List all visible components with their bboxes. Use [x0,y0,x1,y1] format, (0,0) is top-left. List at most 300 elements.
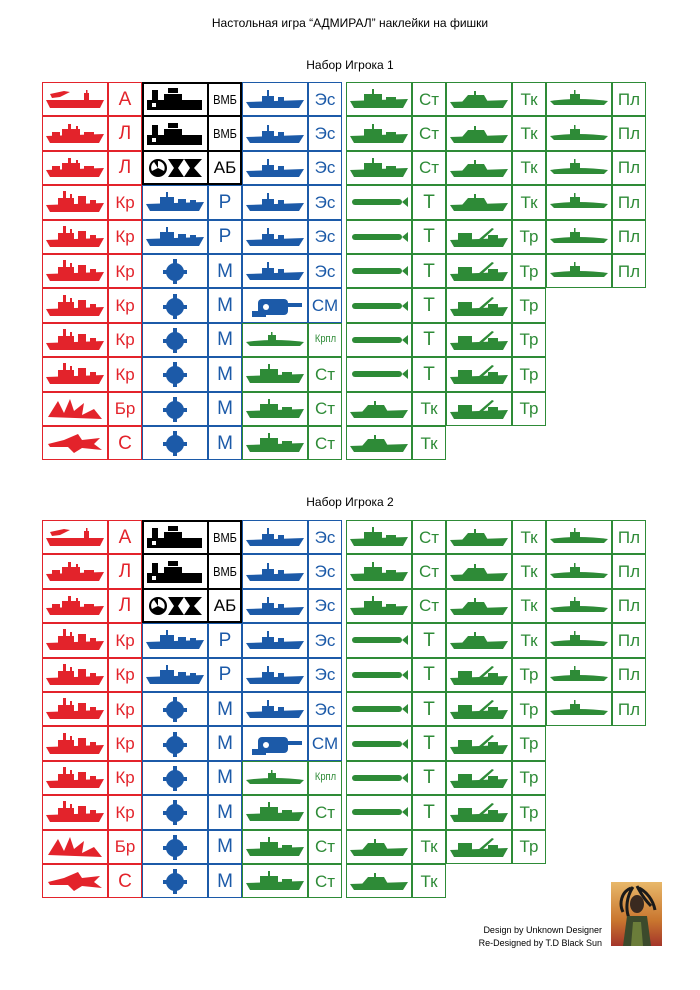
sticker-label-text: Эс [314,665,336,685]
sticker-label [208,220,242,254]
mine-icon [142,426,208,460]
escort-icon [242,554,308,588]
mine-icon [142,864,208,898]
sticker-label-text: Л [118,157,132,179]
sticker-label-text: Тк [520,527,538,547]
sticker-label [512,116,546,150]
sticker-label-text: Тр [519,330,539,350]
sticker-label-text: Пл [617,562,641,582]
naval-base-icon [142,554,208,588]
sticker-label-text: Т [423,226,435,248]
sticker-label-text: Ст [314,802,336,822]
mine-icon [142,323,208,357]
coastal-gun-icon [242,726,308,760]
sticker-label [512,795,546,829]
sticker-label [412,726,446,760]
sticker-label [512,323,546,357]
sticker-label-text: Пл [617,124,641,144]
patrol-boat-icon [346,151,412,185]
sticker-label [108,151,142,185]
torpedo-icon [346,254,412,288]
sticker-label [108,116,142,150]
trawler-icon [446,254,512,288]
sticker-label [308,658,342,692]
sticker-label-text: М [217,432,233,454]
torpedo-boat-icon [446,116,512,150]
sticker-label-text: Т [423,767,435,789]
sticker-label [108,554,142,588]
airbase-icon [142,589,208,623]
cruiser-icon [42,692,108,726]
sticker-label-text: Пл [617,89,641,109]
trawler-icon [446,288,512,322]
sticker-label [612,520,646,554]
torpedo-icon [346,288,412,322]
sticker-label [612,151,646,185]
sticker-label-text: М [217,767,233,789]
trawler-icon [446,323,512,357]
sticker-label-text: Л [118,123,132,145]
sticker-label [208,357,242,391]
sticker-label [412,658,446,692]
escort-icon [242,254,308,288]
sticker-label-text: Ст [314,871,336,891]
escort-icon [242,220,308,254]
sticker-label [308,692,342,726]
sticker-label [412,426,446,460]
sticker-label [108,254,142,288]
sticker-label-text: М [217,698,233,720]
trawler-icon [446,795,512,829]
sticker-label [412,323,446,357]
sticker-label [108,658,142,692]
patrol-boat-icon [242,426,308,460]
sticker-label-text: Кр [115,630,135,650]
sticker-label-text: Крпл [314,771,336,784]
sticker-label [512,589,546,623]
plane-icon [42,864,108,898]
sticker-label [412,288,446,322]
sticker-label [208,864,242,898]
sticker-label-text: Т [423,191,435,213]
mine-icon [142,288,208,322]
sticker-label-text: С [118,432,132,454]
sticker-label-text: ВМБ [213,126,237,142]
sticker-label [412,357,446,391]
sticker-label [308,589,342,623]
sticker-label-text: Т [423,664,435,686]
trawler-icon [446,357,512,391]
patrol-boat-icon [242,357,308,391]
sticker-label-text: Т [423,698,435,720]
sticker-label-text: Т [423,295,435,317]
sticker-label [108,185,142,219]
sticker-label-text: Ст [314,837,336,857]
sticker-label-text: Эс [314,596,336,616]
mine-icon [142,830,208,864]
sticker-label [108,392,142,426]
sticker-label [308,520,342,554]
destroyer-icon [142,185,208,219]
sticker-label [208,589,242,623]
sticker-label [412,185,446,219]
sticker-label-text: Кр [115,227,135,247]
sticker-label-text: АБ [213,158,237,178]
patrol-boat-icon [346,82,412,116]
sticker-label [108,864,142,898]
torpedo-icon [346,323,412,357]
sticker-label [208,623,242,657]
sticker-label-text: Тр [519,837,539,857]
sticker-label-text: Кр [115,192,135,212]
sticker-label [308,323,342,357]
torpedo-boat-icon [446,589,512,623]
sticker-label-text: Тр [519,768,539,788]
torpedo-icon [346,357,412,391]
sticker-label-text: М [217,801,233,823]
sticker-label [308,357,342,391]
torpedo-icon [346,761,412,795]
torpedo-boat-icon [446,623,512,657]
sticker-label-text: Пл [617,261,641,281]
airbase-icon [142,151,208,185]
destroyer-icon [142,658,208,692]
sticker-label-text: Бр [114,837,136,857]
sticker-label-text: Тр [519,364,539,384]
sticker-label [308,864,342,898]
destroyer-icon [142,220,208,254]
battleship-icon [42,151,108,185]
plane-icon [42,426,108,460]
sticker-label-text: Эс [314,562,336,582]
sticker-label [512,520,546,554]
sticker-label [308,426,342,460]
sticker-label [612,254,646,288]
sticker-label [412,864,446,898]
torpedo-boat-icon [346,864,412,898]
submarine-icon [546,554,612,588]
cruiser-icon [42,323,108,357]
sticker-label-text: Тк [520,630,538,650]
naval-base-icon [142,82,208,116]
sticker-label-text: Т [423,629,435,651]
sticker-label [412,392,446,426]
sticker-label-text: Тк [420,433,438,453]
sticker-label [612,82,646,116]
sticker-label [208,795,242,829]
trawler-icon [446,392,512,426]
set-1-title: Набор Игрока 1 [306,58,394,72]
torpedo-icon [346,623,412,657]
sticker-label [308,795,342,829]
sticker-label [512,82,546,116]
sticker-label-text: Эс [314,124,336,144]
sticker-label-text: Р [218,664,232,686]
torpedo-boat-icon [446,185,512,219]
sticker-label-text: Пл [617,227,641,247]
sticker-label [108,726,142,760]
mine-icon [142,692,208,726]
sticker-label [512,185,546,219]
carrier-icon [42,520,108,554]
page-title: Настольная игра “АДМИРАЛ” наклейки на фишки [211,16,489,30]
sticker-label [108,357,142,391]
sticker-label-text: ВМБ [213,529,237,545]
sticker-label-text: Кр [115,802,135,822]
sticker-label [208,658,242,692]
patrol-boat-icon [346,554,412,588]
sticker-label [308,151,342,185]
sticker-label [308,116,342,150]
torpedo-boat-icon [446,520,512,554]
mine-icon [142,761,208,795]
sticker-label [412,254,446,288]
trawler-icon [446,726,512,760]
submarine-icon [546,623,612,657]
sticker-label [208,392,242,426]
sticker-label-text: Ст [314,399,336,419]
sticker-label [108,220,142,254]
sticker-label [308,82,342,116]
sticker-label-text: Тр [519,802,539,822]
torpedo-boat-icon [446,554,512,588]
sticker-label-text: М [217,398,233,420]
patrol-boat-icon [346,589,412,623]
sticker-label [108,761,142,795]
torpedo-icon [346,692,412,726]
sticker-label [208,554,242,588]
sticker-label [612,623,646,657]
sticker-label-text: Пл [617,699,641,719]
torpedo-icon [346,726,412,760]
sticker-label-text: Бр [114,399,136,419]
torpedo-icon [346,220,412,254]
sticker-label-text: М [217,733,233,755]
sticker-label [412,589,446,623]
sticker-label [208,116,242,150]
submarine-icon [546,185,612,219]
escort-icon [242,151,308,185]
submarine-icon [546,692,612,726]
sticker-label-text: Тк [520,562,538,582]
sticker-label-text: СМ [311,734,339,754]
cruiser-icon [42,795,108,829]
sticker-label [512,761,546,795]
sticker-label-text: Кр [115,330,135,350]
sticker-label-text: Пл [617,596,641,616]
sticker-label [308,623,342,657]
sticker-label [512,151,546,185]
escort-icon [242,82,308,116]
sticker-label-text: М [217,295,233,317]
sticker-label [208,830,242,864]
submarine-icon [546,220,612,254]
coastal-gun-icon [242,288,308,322]
sticker-label-text: Т [423,363,435,385]
torpedo-icon [346,658,412,692]
sticker-label-text: Т [423,329,435,351]
sticker-label [512,658,546,692]
patrol-boat-icon [346,520,412,554]
sticker-label-text: Эс [314,527,336,547]
escort-icon [242,623,308,657]
sticker-label [308,185,342,219]
sticker-label [412,220,446,254]
escort-icon [242,658,308,692]
trawler-icon [446,692,512,726]
sticker-label [512,288,546,322]
cruiser-icon [42,254,108,288]
escort-icon [242,520,308,554]
mine-icon [142,726,208,760]
sticker-label [308,220,342,254]
sticker-label-text: Тк [420,837,438,857]
cruiser-icon [42,726,108,760]
sticker-label [412,692,446,726]
sticker-label-text: Тк [520,158,538,178]
sticker-label [108,288,142,322]
explosion-icon [42,830,108,864]
cruiser-icon [42,220,108,254]
sticker-label [412,761,446,795]
sticker-label [108,82,142,116]
sticker-label-text: Р [218,191,232,213]
sticker-label [208,726,242,760]
sticker-label [512,692,546,726]
patrol-boat-icon [242,864,308,898]
sticker-label-text: Пл [617,192,641,212]
torpedo-boat-icon [346,830,412,864]
torpedo-icon [346,185,412,219]
sticker-label-text: Кр [115,665,135,685]
credit-designer: Design by Unknown Designer [483,925,602,935]
sticker-label [208,761,242,795]
torpedo-boat-icon [346,426,412,460]
cruiser-icon [42,658,108,692]
sticker-label-text: Тр [519,227,539,247]
sticker-label-text: Пл [617,665,641,685]
sticker-label-text: Л [118,595,132,617]
sticker-label [612,589,646,623]
sticker-label-text: А [118,526,132,548]
patrol-boat-icon [242,830,308,864]
sticker-label-text: Р [218,629,232,651]
sticker-label [412,830,446,864]
sticker-label-text: Ст [418,596,440,616]
sticker-label [208,426,242,460]
torpedo-boat-icon [446,151,512,185]
sticker-label [612,185,646,219]
escort-icon [242,185,308,219]
sticker-label-text: Эс [314,192,336,212]
sticker-label [208,692,242,726]
sticker-label-text: А [118,88,132,110]
sticker-label [512,357,546,391]
sticker-label-text: Кр [115,364,135,384]
mine-icon [142,357,208,391]
mine-icon [142,254,208,288]
sticker-label [308,554,342,588]
sticker-label-text: Тк [420,871,438,891]
sticker-label [612,554,646,588]
sticker-label-text: Т [423,260,435,282]
submarine-icon [546,151,612,185]
torpedo-boat-icon [446,82,512,116]
sticker-label-text: Тк [420,399,438,419]
sticker-label [208,288,242,322]
torpedo-boat-icon [346,392,412,426]
sticker-label-text: Кр [115,768,135,788]
sticker-label [108,520,142,554]
sticker-label-text: Кр [115,261,135,281]
sticker-label-text: Ст [418,158,440,178]
sticker-label-text: Тр [519,296,539,316]
sticker-label [412,151,446,185]
sticker-label-text: Крпл [314,333,336,346]
sticker-label-text: Пл [617,630,641,650]
sticker-label [512,554,546,588]
sticker-label-text: Эс [314,227,336,247]
sticker-label-text: Т [423,733,435,755]
sticker-label [412,82,446,116]
patrol-boat-icon [242,392,308,426]
sticker-label [412,623,446,657]
sticker-label [108,795,142,829]
sticker-label [208,323,242,357]
sticker-label [308,254,342,288]
sticker-label [412,116,446,150]
sticker-label [108,426,142,460]
sticker-label [308,726,342,760]
sticker-label [412,554,446,588]
sticker-label-text: Ст [314,433,336,453]
sticker-label-text: Пл [617,527,641,547]
battleship-icon [42,116,108,150]
patrol-boat-icon [242,795,308,829]
sticker-label [612,692,646,726]
sticker-label-text: Эс [314,158,336,178]
mine-icon [142,392,208,426]
sticker-label-text: М [217,870,233,892]
sticker-label [512,726,546,760]
sticker-label [108,830,142,864]
sticker-label-text: Р [218,226,232,248]
submarine-icon [546,658,612,692]
submarine-icon [546,520,612,554]
sticker-label-text: Тк [520,89,538,109]
sticker-label [208,185,242,219]
set-2-title: Набор Игрока 2 [306,495,394,509]
submarine-icon [546,82,612,116]
sticker-label-text: Тк [520,124,538,144]
sticker-label [308,761,342,795]
sticker-label-text: АБ [213,596,237,616]
sticker-label [612,116,646,150]
sticker-label [308,830,342,864]
battleship-icon [42,554,108,588]
submarine-surface-icon [242,761,308,795]
naval-base-icon [142,116,208,150]
mine-icon [142,795,208,829]
sticker-label [108,589,142,623]
battleship-icon [42,589,108,623]
sticker-label-text: СМ [311,296,339,316]
sticker-label-text: Тр [519,665,539,685]
sticker-label-text: Тр [519,399,539,419]
sticker-label-text: Ст [418,527,440,547]
submarine-icon [546,254,612,288]
sticker-label-text: Тр [519,261,539,281]
